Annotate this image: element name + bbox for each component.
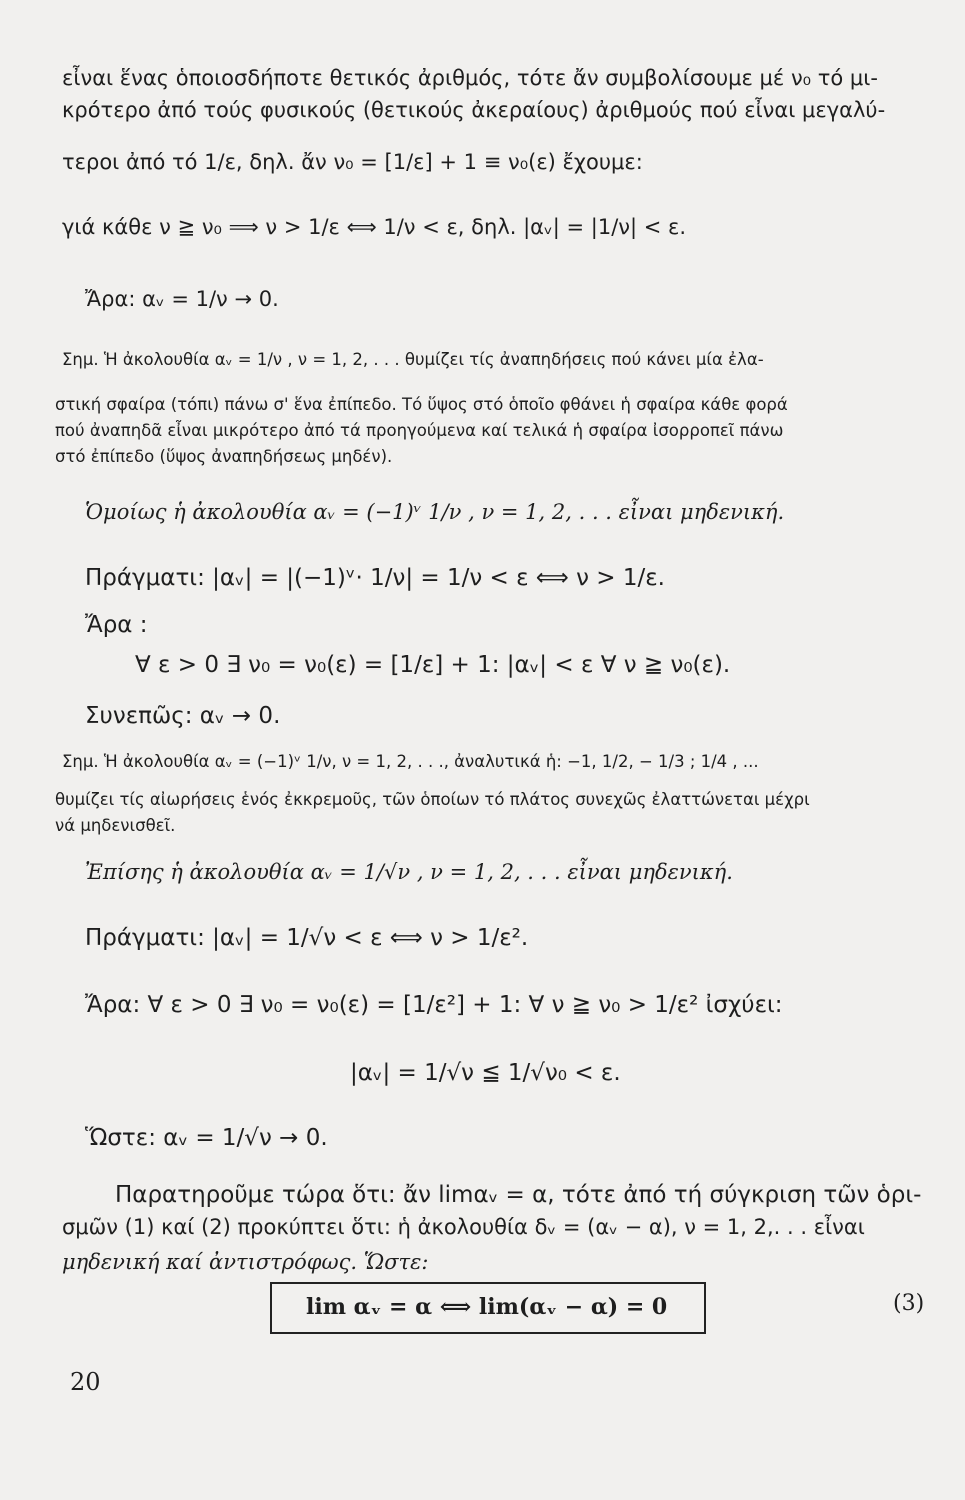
note-line-3: πού ἀναπηδᾶ εἶναι μικρότερο ἀπό τά προηγούμενα καί τελικά ἡ σφαίρα ἰσορροπεῖ πάνω <box>55 421 784 440</box>
text-line-12: Πράγματι: |αᵥ| = 1/√ν < ε ⟺ ν > 1/ε². <box>85 925 529 951</box>
equation-number: (3) <box>893 1291 925 1316</box>
note-line-5: Σημ. Ἡ ἀκολουθία αᵥ = (−1)ᵛ 1/ν, ν = 1, 2, . . ., ἀναλυτικά ἡ: −1, 1/2, − 1/3 ; 1/4 , ... <box>62 752 759 771</box>
text-line-7: Πράγματι: |αᵥ| = |(−1)ᵛ· 1/ν| = 1/ν < ε ⟺ ν > 1/ε. <box>85 565 665 591</box>
text-line-2: κρότερο ἀπό τούς φυσικούς (θετικούς ἀκεραίους) ἀριθμούς πού εἶναι μεγαλύ- <box>62 98 886 122</box>
note-line-6: θυμίζει τίς αἰωρήσεις ἑνός ἐκκρεμοῦς, τῶν ὁποίων τό πλάτος συνεχῶς ἐλαττώνεται μέχρι <box>55 790 810 809</box>
note-line-4: στό ἐπίπεδο (ὕψος ἀναπηδήσεως μηδέν). <box>55 447 393 466</box>
text-line-4: γιά κάθε ν ≧ ν₀ ⟹ ν > 1/ε ⟺ 1/ν < ε, δηλ. |αᵥ| = |1/ν| < ε. <box>62 215 687 239</box>
text-line-15: Ὥστε: αᵥ = 1/√ν → 0. <box>85 1125 328 1151</box>
text-line-14: |αᵥ| = 1/√ν ≦ 1/√ν₀ < ε. <box>350 1060 621 1086</box>
note-line-2: στική σφαίρα (τόπι) πάνω σ' ἕνα ἐπίπεδο. Τό ὕψος στό ὁποῖο φθάνει ἡ σφαίρα κάθε φορά <box>55 395 788 414</box>
text-line-18: μηδενική καί ἀντιστρόφως. Ὥστε: <box>62 1250 429 1274</box>
text-line-16: Παρατηροῦμε τώρα ὅτι: ἄν limαᵥ = α, τότε ἀπό τή σύγκριση τῶν ὁρι- <box>115 1182 922 1208</box>
text-line-3: τεροι ἀπό τό 1/ε, δηλ. ἄν ν₀ = [1/ε] + 1 ≡ ν₀(ε) ἔχουμε: <box>62 150 643 174</box>
text-line-11: Ἐπίσης ἡ ἀκολουθία αᵥ = 1/√ν , ν = 1, 2, . . . εἶναι μηδενική. <box>85 860 733 884</box>
boxed-equation: lim αᵥ = α ⟺ lim(αᵥ − α) = 0 <box>306 1294 668 1320</box>
text-line-9: ∀ ε > 0 ∃ ν₀ = ν₀(ε) = [1/ε] + 1: |αᵥ| < ε ∀ ν ≧ ν₀(ε). <box>135 652 731 678</box>
note-line-7: νά μηδενισθεῖ. <box>55 816 176 835</box>
note-line-1: Σημ. Ἡ ἀκολουθία αᵥ = 1/ν , ν = 1, 2, . . . θυμίζει τίς ἀναπηδήσεις πού κάνει μία ἐλα- <box>62 350 764 369</box>
text-line-1: εἶναι ἕνας ὁποιοσδήποτε θετικός ἀριθμός, τότε ἄν συμβολίσουμε μέ ν₀ τό μι- <box>62 66 878 90</box>
text-line-13: Ἄρα: ∀ ε > 0 ∃ ν₀ = ν₀(ε) = [1/ε²] + 1: ∀ ν ≧ ν₀ > 1/ε² ἰσχύει: <box>85 992 783 1018</box>
text-line-17: σμῶν (1) καί (2) προκύπτει ὅτι: ἡ ἀκολουθία δᵥ = (αᵥ − α), ν = 1, 2,. . . εἶναι <box>62 1215 865 1239</box>
text-line-5: Ἄρα: αᵥ = 1/ν → 0. <box>85 287 279 311</box>
page-number: 20 <box>70 1368 101 1396</box>
text-line-10: Συνεπῶς: αᵥ → 0. <box>85 703 281 729</box>
text-line-6: Ὁμοίως ἡ ἀκολουθία αᵥ = (−1)ᵛ 1/ν , ν = 1, 2, . . . εἶναι μηδενική. <box>85 500 785 524</box>
text-line-8: Ἄρα : <box>85 612 148 638</box>
